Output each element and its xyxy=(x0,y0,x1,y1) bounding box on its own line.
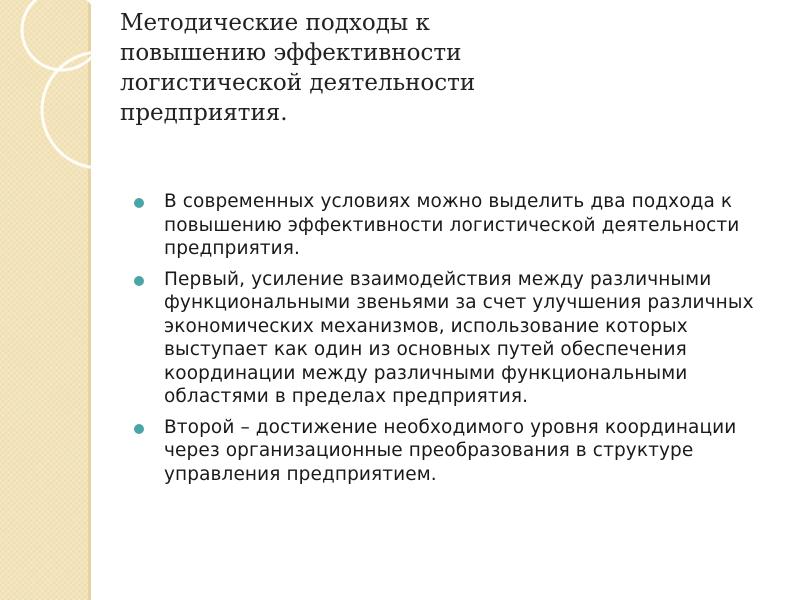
bullet-text: Второй – достижение необходимого уровня координации через организационные преобразования в структуре управления предприятием. xyxy=(164,416,737,485)
bullet-dot-icon xyxy=(134,198,144,208)
bullet-list xyxy=(134,190,774,493)
bullet-text: Первый, усиление взаимодействия между различными функциональными звеньями за счет улучшения различных экономических механизмов, использование которых выступает как один из основных путей обеспечения координации между различными функциональными областями в пределах предприятия. xyxy=(164,268,754,407)
bullet-text: В современных условиях можно выделить два подхода к повышению эффективности логистической деятельности предприятия. xyxy=(164,191,740,259)
side-panel-texture xyxy=(0,0,88,600)
bullet-item xyxy=(134,416,774,487)
bullet-item xyxy=(134,268,774,409)
side-panel-edge xyxy=(88,0,91,600)
slide-title: Методические подходы к повышению эффективности логистической деятельности предприятия. xyxy=(120,10,476,126)
bullet-dot-icon xyxy=(134,276,144,286)
bullet-item xyxy=(134,190,774,261)
bullet-dot-icon xyxy=(134,424,144,434)
